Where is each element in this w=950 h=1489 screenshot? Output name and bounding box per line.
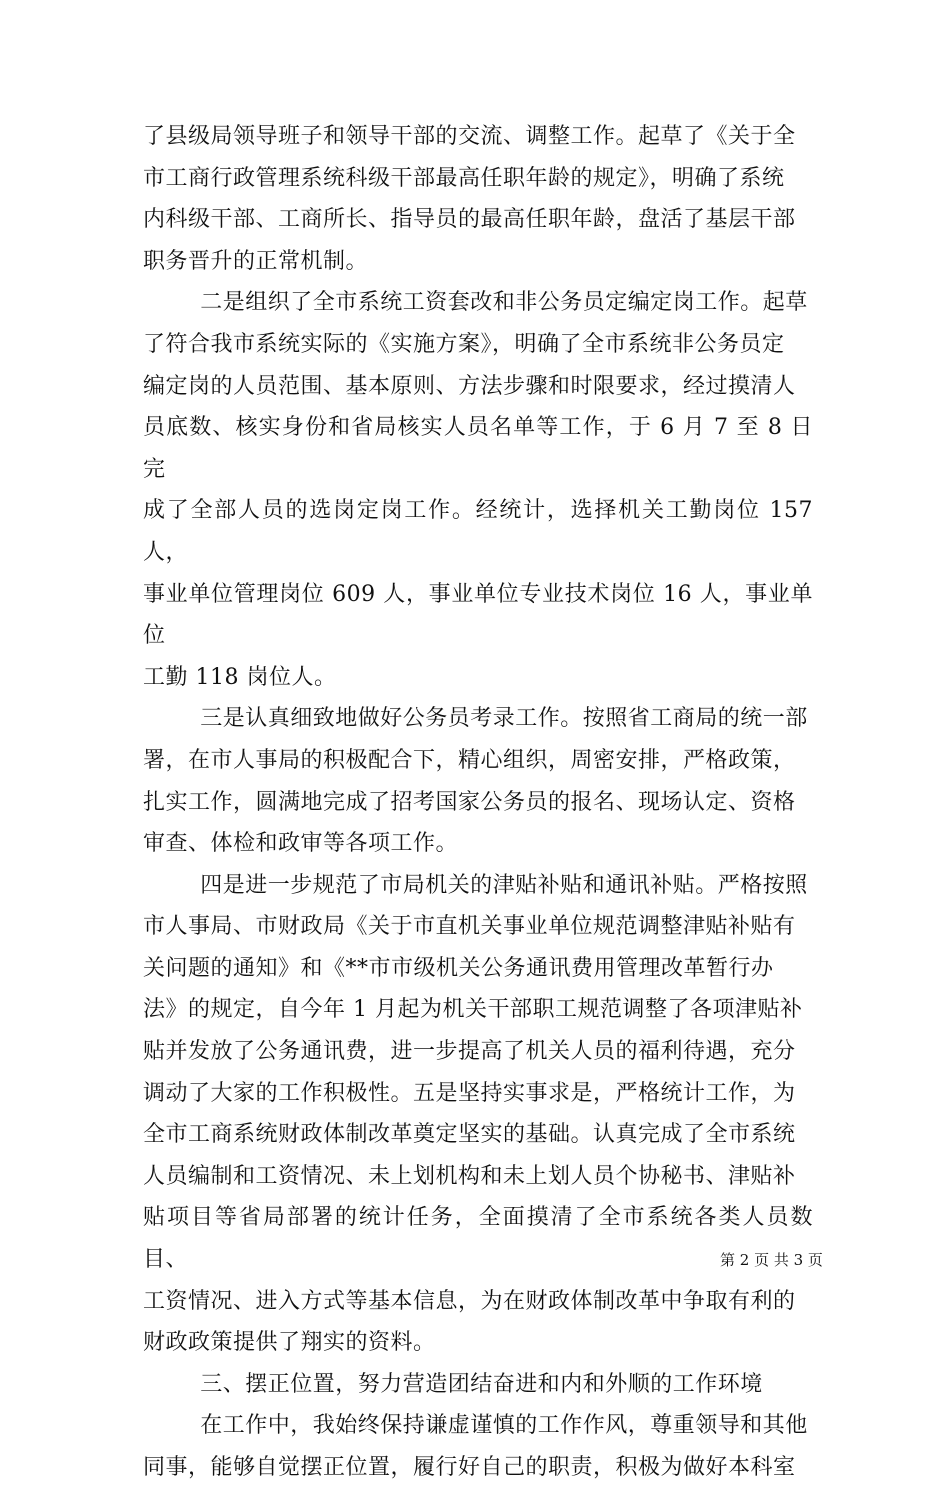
paragraph-wage-reform: 二是组织了全市系统工资套改和非公务员定编定岗工作。起草 了符合我市系统实际的《实施方案》，明确了全市系统非公务员定 编定岗的人员范围、基本原则、方法步骤和时限要求，经过摸清人 员底数、核实身份和省局核实人员名单等工作，于 6 月 7 至 8 日完 成了全部人员的选岗定岗工作。经统计，选择机关工勤岗位 157 人， 事业单位管理岗位 609 人，事业单位专业技术岗位 16 人，事业单位 工勤 118 岗位人。 — [143, 290, 813, 690]
section-heading: 三、摆正位置，努力营造团结奋进和内和外顺的工作环境 — [200, 1371, 763, 1397]
paragraph-continuation: 了县级局领导班子和领导干部的交流、调整工作。起草了《关于全 市工商行政管理系统科级干部最高任职年龄的规定》，明确了系统 内科级干部、工商所长、指导员的最高任职年龄，盘活了基层干部 职务晋升的正常机制。 — [143, 124, 796, 274]
page-number-footer: 第 2 页 共 3 页 — [720, 1251, 823, 1269]
body-text — [143, 116, 813, 1489]
paragraph-civil-servant-exam: 三是认真细致地做好公务员考录工作。按照省工商局的统一部 署，在市人事局的积极配合下，精心组织，周密安排，严格政策， 扎实工作，圆满地完成了招考国家公务员的报名、现场认定、资格 审查、体检和政审等各项工作。 — [143, 706, 808, 857]
paragraph-work-attitude: 在工作中，我始终保持谦虚谨慎的工作作风，尊重领导和其他 同事，能够自觉摆正位置，履行好自己的职责，积极为做好本科室 — [143, 1413, 808, 1480]
paragraph-allowances: 四是进一步规范了市局机关的津贴补贴和通讯补贴。严格按照 市人事局、市财政局《关于市直机关事业单位规范调整津贴补贴有 关问题的通知》和《**市市级机关公务通讯费用管理改革暂行办 法》的规定，自今年 1 月起为机关干部职工规范调整了各项津贴补 贴并发放了公务通讯费，进一步提高了机关人员的福利待遇，充分 调动了大家的工作积极性。五是坚持实事求是，严格统计工作，为 全市工商系统财政体制改革奠定坚实的基础。认真完成了全市系统 人员编制和工资情况、未上划机构和未上划人员个协秘书、津贴补 贴项目等省局部署的统计任务，全面摸清了全市系统各类人员数目、 工资情况、进入方式等基本信息，为在财政体制改革中争取有利的 财政政策提供了翔实的资料。 — [143, 872, 813, 1356]
